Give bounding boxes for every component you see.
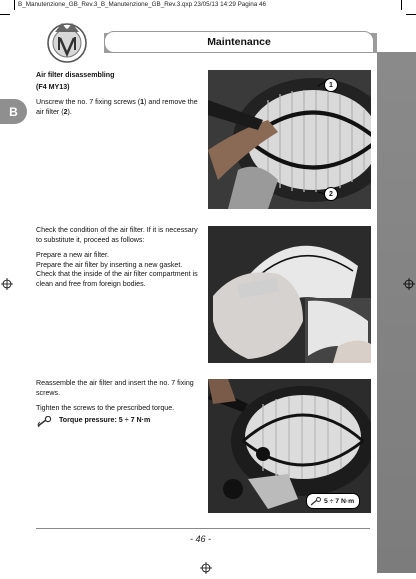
- registration-mark-icon: [403, 277, 415, 289]
- wrench-icon: [310, 497, 322, 506]
- torque-label: Torque pressure: 5 ÷ 7 N·m: [59, 416, 151, 425]
- instruction-paragraph: [36, 98, 202, 117]
- section-heading: [36, 71, 114, 92]
- torque-badge: [306, 493, 360, 509]
- footer-rule: [36, 528, 370, 529]
- paragraph-text: Reassemble the air filter and insert the no. 7 fixing screws.: [36, 379, 194, 397]
- ref-number: 1: [140, 98, 145, 106]
- crop-mark: [14, 0, 15, 10]
- callout-2: 2: [324, 187, 338, 201]
- ref-number: 2: [63, 107, 68, 116]
- crop-mark: [401, 0, 402, 10]
- heading-text: Air filter disassembling: [36, 71, 115, 79]
- page-number: - 46 -: [190, 534, 212, 544]
- registration-mark-icon: [200, 561, 212, 573]
- instruction-paragraph: [36, 226, 202, 290]
- paragraph-text: Check the condition of the air filter. If it is necessary to substitute it, proceed as follows:: [36, 226, 198, 244]
- text-run: Unscrew the no. 7 fixing screws (: [36, 98, 141, 106]
- torque-badge-text: 5 ÷ 7 N·m: [324, 497, 355, 505]
- text-run: ).: [67, 107, 72, 116]
- registration-mark-icon: [1, 277, 13, 289]
- paragraph-text: Prepare the air filter by inserting a new gasket.: [36, 260, 183, 269]
- section-title: Maintenance: [104, 31, 374, 53]
- subheading-text: (F4 MY13): [36, 82, 70, 91]
- section-tab: B: [0, 99, 27, 124]
- paragraph-text: Prepare a new air filter.: [36, 251, 109, 260]
- photo-air-filter-reassembly: [208, 379, 371, 513]
- wrench-icon: [36, 415, 54, 427]
- instruction-paragraph: [36, 379, 202, 414]
- crop-mark: [406, 14, 416, 15]
- callout-1: 1: [324, 78, 338, 92]
- brand-logo: [46, 20, 88, 66]
- photo-new-air-filter: [208, 226, 371, 363]
- torque-spec: [36, 415, 150, 427]
- photo-air-filter-removal: [208, 70, 371, 209]
- paragraph-text: Check that the inside of the air filter compartment is clean and free from foreign bodies.: [36, 270, 198, 288]
- text-run: ) and remove the air filter (: [36, 98, 198, 116]
- print-header: B_Manutenzione_GB_Rev.3_B_Manutenzione_GB_Rev.3.qxp 23/05/13 14:29 Pagina 46: [18, 1, 266, 8]
- side-color-bar: [377, 52, 416, 573]
- paragraph-text: Tighten the screws to the prescribed torque.: [36, 404, 175, 413]
- crop-mark: [0, 14, 10, 15]
